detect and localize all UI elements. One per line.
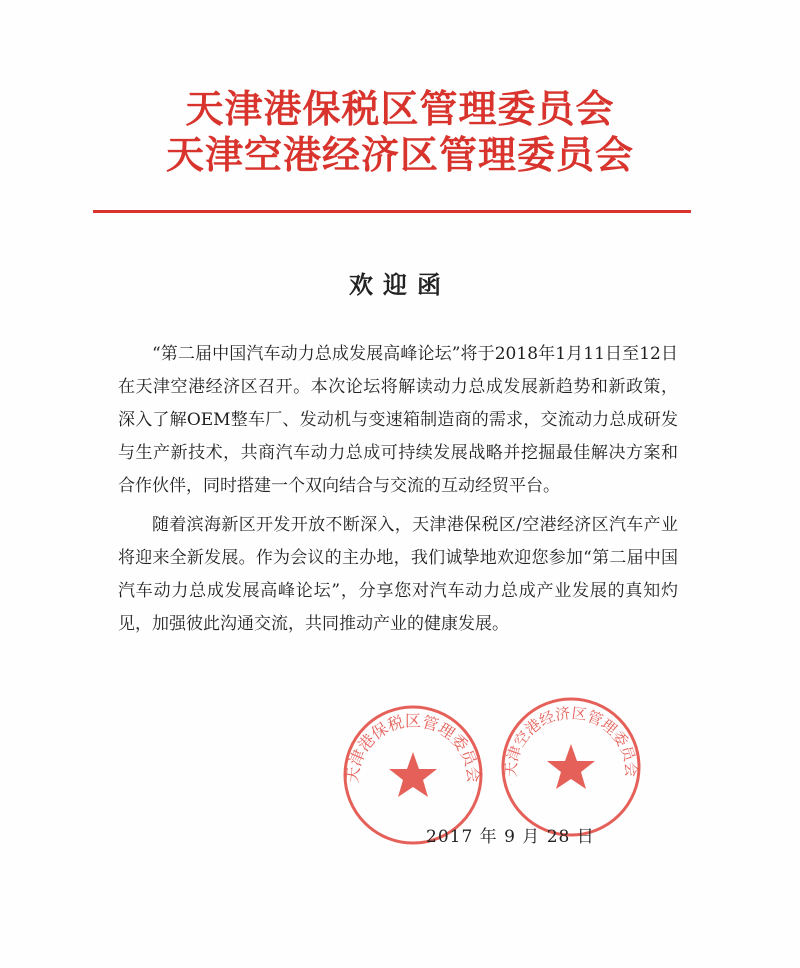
letter-body: [118, 338, 678, 647]
seal-text: 天津港保税区管理委员会: [342, 711, 484, 784]
official-seal-right: [496, 692, 646, 842]
red-divider: [93, 210, 691, 213]
letterhead: [0, 86, 800, 178]
seal-stamp: [496, 692, 646, 842]
star-icon: [547, 744, 595, 789]
letterhead-line-1: 天津港保税区管理委员会: [185, 86, 615, 131]
letter-date: 2017 年 9 月 28 日: [426, 827, 595, 847]
paragraph-1: “第二届中国汽车动力总成发展高峰论坛”将于2018年1月11日至12日在天津空港经济区召开。本次论坛将解读动力总成发展新趋势和新政策，深入了解OEM整车厂、发动机与变速箱制造商的需求，交流动力总成研发与生产新技术，共商汽车动力总成可持续发展战略并挖掘最佳解决方案和合作伙伴，同时搭建一个双向结合与交流的互动经贸平台。: [118, 344, 678, 496]
seal-text: 天津空港经济区管理委员会: [501, 704, 641, 778]
paragraph-2: 随着滨海新区开发开放不断深入，天津港保税区/空港经济区汽车产业将迎来全新发展。作为会议的主办地，我们诚挚地欢迎您参加“第二届中国汽车动力总成发展高峰论坛”，分享您对汽车动力总成产业发展的真知灼见，加强彼此沟通交流，共同推动产业的健康发展。: [118, 515, 678, 634]
document-title: 欢迎函: [349, 270, 451, 299]
letterhead-line-2: 天津空港经济区管理委员会: [165, 132, 634, 177]
star-icon: [389, 752, 437, 797]
